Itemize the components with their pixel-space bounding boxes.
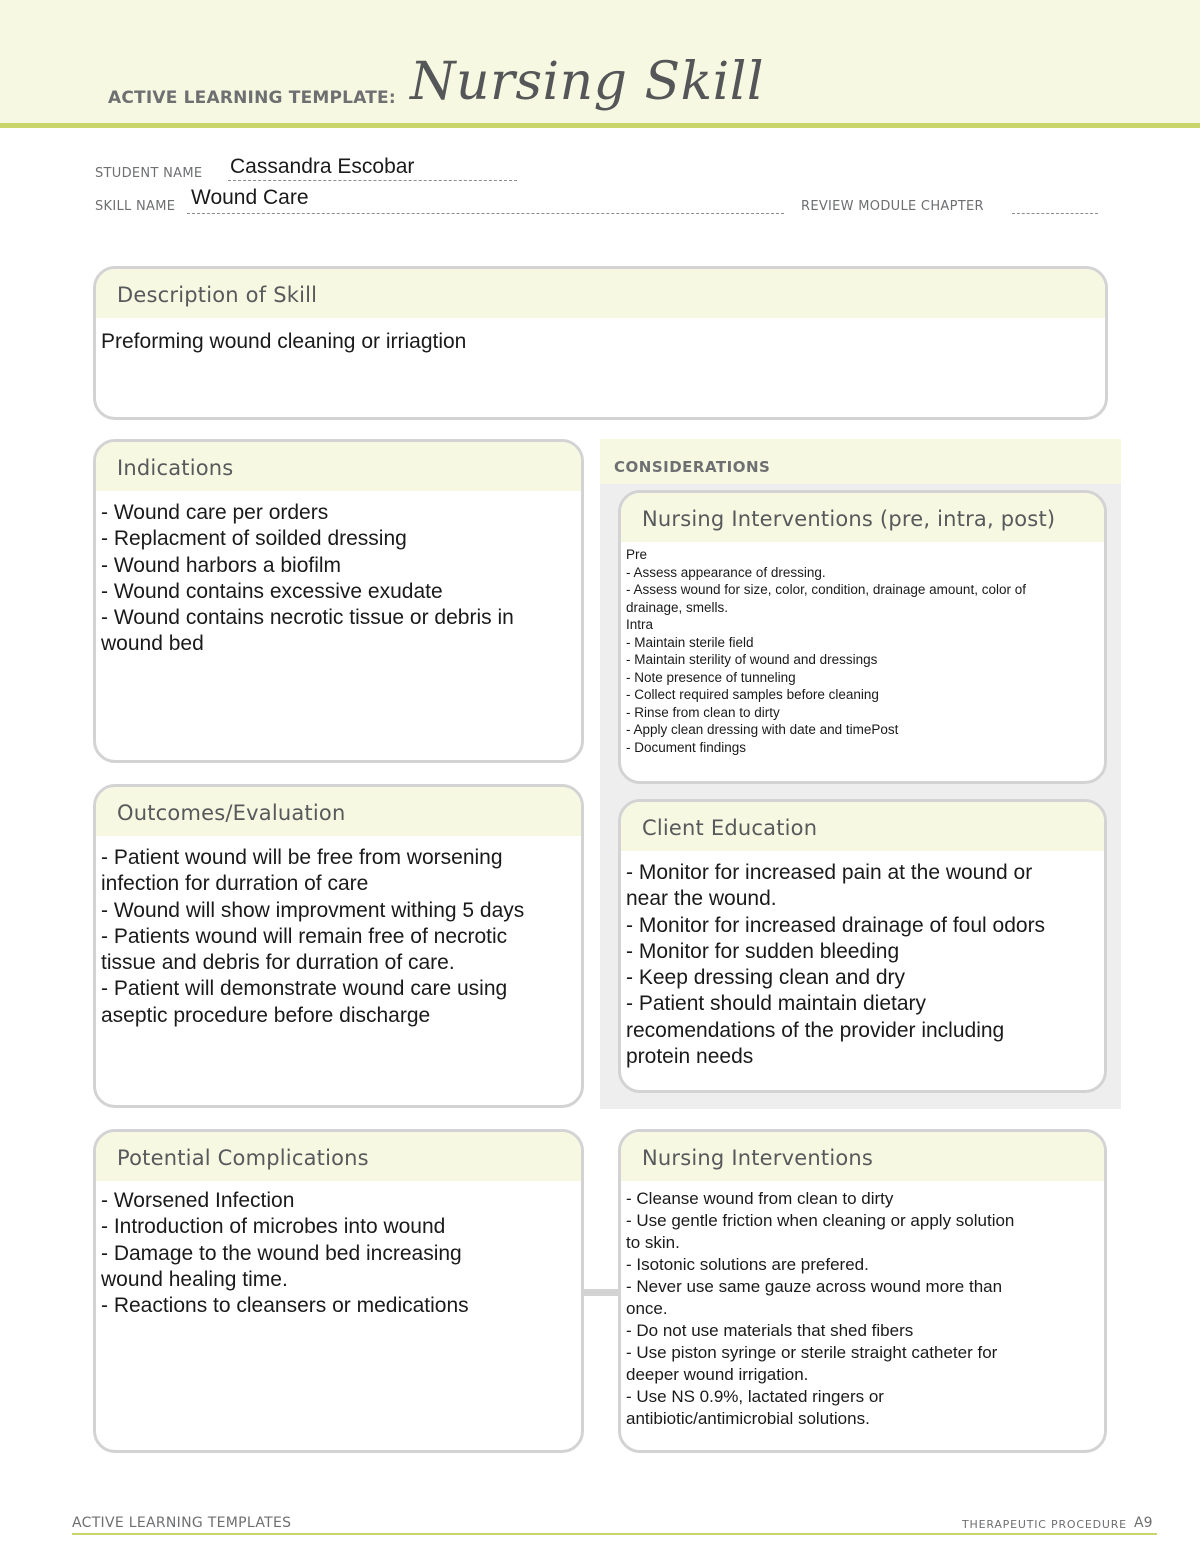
- review-module-chapter-line[interactable]: [1012, 213, 1098, 214]
- nursing-interventions-pip-header: [621, 493, 1104, 543]
- student-name-line: [228, 180, 517, 181]
- indications-body[interactable]: [101, 500, 576, 658]
- nursing-interventions-pip-line: drainage, smells.: [626, 599, 729, 615]
- nursing-interventions-pip-line: Intra: [626, 617, 654, 632]
- footer-rule: [72, 1533, 1157, 1535]
- nursing-interventions-pip-title: Nursing Interventions (pre, intra, post): [642, 507, 1056, 531]
- header-rule: [0, 123, 1200, 128]
- client-education-body[interactable]: [626, 860, 1099, 1070]
- nursing-interventions-line: - Cleanse wound from clean to dirty: [626, 1189, 894, 1208]
- nursing-interventions-pip-line: Pre: [626, 547, 648, 562]
- nursing-interventions-body[interactable]: [626, 1188, 1099, 1430]
- nursing-interventions-header: [621, 1132, 1104, 1182]
- footer-left-label: ACTIVE LEARNING TEMPLATES: [72, 1515, 292, 1531]
- nursing-interventions-line: - Use NS 0.9%, lactated ringers or: [626, 1387, 884, 1406]
- client-education-box: [618, 799, 1107, 1093]
- considerations-title: CONSIDERATIONS: [614, 458, 771, 476]
- nursing-interventions-pip-line: - Assess appearance of dressing.: [626, 564, 826, 580]
- considerations-header: [600, 439, 1121, 484]
- footer-page-number: A9: [1134, 1515, 1153, 1531]
- indications-line: - Wound care per orders: [101, 501, 329, 524]
- skill-name-line: [187, 213, 784, 214]
- indications-header: [96, 442, 581, 492]
- complications-line: - Introduction of microbes into wound: [101, 1215, 446, 1239]
- client-education-line: - Monitor for increased drainage of foul odors: [626, 913, 1046, 937]
- nursing-interventions-pip-line: - Note presence of tunneling: [626, 669, 796, 685]
- description-line: Preforming wound cleaning or irriagtion: [101, 330, 467, 353]
- outcomes-line: - Patient will demonstrate wound care using: [101, 977, 508, 1001]
- nursing-interventions-title: Nursing Interventions: [642, 1146, 874, 1170]
- outcomes-box: [93, 784, 584, 1108]
- nursing-interventions-pip-body[interactable]: [626, 546, 1099, 756]
- client-education-line: - Monitor for sudden bleeding: [626, 939, 900, 963]
- complications-box: [93, 1129, 584, 1453]
- nursing-interventions-box: [618, 1129, 1107, 1453]
- skill-name-value[interactable]: Wound Care: [191, 186, 309, 209]
- outcomes-line: - Wound will show improvment withing 5 days: [101, 898, 525, 922]
- indications-title: Indications: [117, 456, 234, 480]
- complications-header: [96, 1132, 581, 1182]
- nursing-interventions-pip-box: [618, 490, 1107, 784]
- indications-line: - Wound harbors a biofilm: [101, 553, 342, 577]
- nursing-interventions-line: antibiotic/antimicrobial solutions.: [626, 1409, 870, 1428]
- outcomes-line: - Patients wound will remain free of necrotic: [101, 924, 508, 948]
- client-education-title: Client Education: [642, 816, 818, 840]
- client-education-line: near the wound.: [626, 887, 777, 911]
- template-title: Nursing Skill: [410, 52, 764, 112]
- indications-line: - Wound contains excessive exudate: [101, 579, 443, 603]
- client-education-header: [621, 802, 1104, 852]
- nursing-interventions-line: once.: [626, 1299, 668, 1318]
- client-education-line: - Keep dressing clean and dry: [626, 966, 905, 990]
- nursing-interventions-line: - Do not use materials that shed fibers: [626, 1321, 914, 1340]
- nursing-interventions-pip-line: - Maintain sterile field: [626, 634, 754, 650]
- indications-box: [93, 439, 584, 763]
- nursing-interventions-pip-line: - Maintain sterility of wound and dressings: [626, 652, 878, 667]
- complications-line: - Damage to the wound bed increasing: [101, 1241, 462, 1265]
- footer-right-label: THERAPEUTIC PROCEDURE: [962, 1518, 1127, 1531]
- outcomes-line: - Patient wound will be free from worsening: [101, 846, 503, 869]
- complications-line: wound healing time.: [101, 1267, 288, 1291]
- template-label: ACTIVE LEARNING TEMPLATE:: [108, 88, 396, 108]
- nursing-interventions-line: - Use gentle friction when cleaning or apply solution: [626, 1211, 1015, 1230]
- description-box: [93, 266, 1108, 420]
- description-body[interactable]: [101, 329, 1100, 355]
- nursing-interventions-line: - Use piston syringe or sterile straight catheter for: [626, 1343, 998, 1362]
- outcomes-line: infection for durration of care: [101, 872, 369, 896]
- indications-line: - Wound contains necrotic tissue or debris in: [101, 606, 514, 630]
- review-module-chapter-label: REVIEW MODULE CHAPTER: [801, 199, 984, 214]
- complications-line: - Worsened Infection: [101, 1189, 295, 1212]
- student-name-value[interactable]: Cassandra Escobar: [230, 155, 415, 178]
- nursing-interventions-line: - Never use same gauze across wound more than: [626, 1277, 1003, 1296]
- nursing-interventions-line: - Isotonic solutions are prefered.: [626, 1255, 869, 1274]
- outcomes-body[interactable]: [101, 845, 576, 1029]
- nursing-interventions-line: deeper wound irrigation.: [626, 1365, 809, 1384]
- complications-body[interactable]: [101, 1188, 576, 1319]
- description-header: [96, 269, 1105, 319]
- outcomes-line: aseptic procedure before discharge: [101, 1003, 431, 1027]
- nursing-interventions-pip-line: - Assess wound for size, color, condition, drainage amount, color of: [626, 582, 1026, 597]
- outcomes-line: tissue and debris for durration of care.: [101, 951, 455, 975]
- outcomes-header: [96, 787, 581, 837]
- box-connector: [582, 1289, 620, 1296]
- client-education-line: - Monitor for increased pain at the wound or: [626, 861, 1033, 884]
- indications-line: - Replacment of soilded dressing: [101, 527, 407, 551]
- nursing-interventions-pip-line: - Rinse from clean to dirty: [626, 704, 780, 720]
- client-education-line: - Patient should maintain dietary: [626, 992, 926, 1016]
- student-name-label: STUDENT NAME: [95, 166, 203, 181]
- skill-name-label: SKILL NAME: [95, 199, 176, 214]
- client-education-line: protein needs: [626, 1045, 754, 1069]
- complications-line: - Reactions to cleansers or medications: [101, 1294, 469, 1318]
- description-title: Description of Skill: [117, 283, 318, 307]
- nursing-interventions-pip-line: - Apply clean dressing with date and timePost: [626, 722, 899, 737]
- nursing-interventions-pip-line: - Document findings: [626, 739, 747, 755]
- nursing-interventions-pip-line: - Collect required samples before cleaning: [626, 687, 879, 702]
- outcomes-title: Outcomes/Evaluation: [117, 801, 346, 825]
- nursing-interventions-line: to skin.: [626, 1233, 680, 1252]
- complications-title: Potential Complications: [117, 1146, 369, 1170]
- indications-line: wound bed: [101, 632, 204, 656]
- client-education-line: recomendations of the provider including: [626, 1018, 1005, 1042]
